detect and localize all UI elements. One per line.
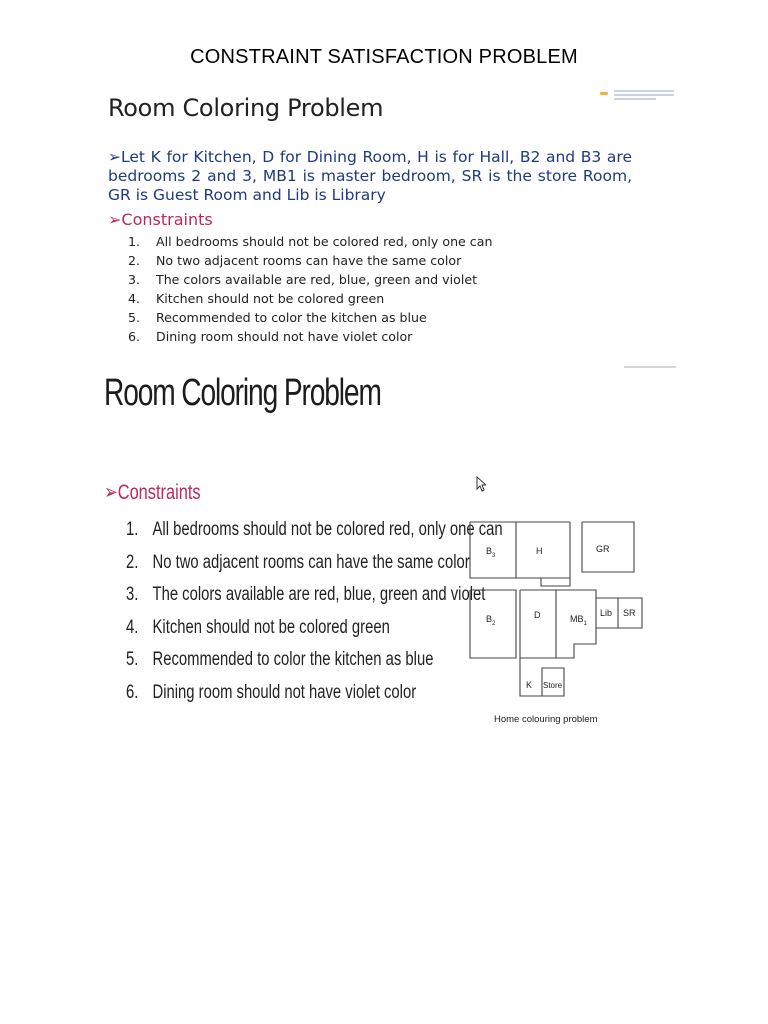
room-b3	[470, 522, 516, 578]
label-d: D	[534, 610, 541, 620]
slide-title: Room Coloring Problem	[104, 372, 381, 414]
intro-paragraph	[108, 148, 632, 205]
label-gr: GR	[596, 544, 610, 554]
list-item: 4. Kitchen should not be colored green	[126, 616, 390, 638]
room-h-wall	[541, 578, 570, 586]
slide-header-fineprint	[624, 366, 676, 368]
list-item: 6. Dining room should not have violet color	[126, 681, 417, 703]
label-sr: SR	[623, 608, 636, 618]
constraints-heading: ➢Constraints	[108, 210, 213, 229]
list-item: 4. Kitchen should not be colored green	[128, 291, 385, 306]
floor-plan-diagram	[466, 514, 656, 734]
constraints-heading: ➢Constraints	[104, 481, 201, 504]
arrow-bullet-icon: ➢	[108, 210, 122, 229]
diagram-caption: Home colouring problem	[494, 714, 598, 725]
slide-room-coloring-2	[100, 362, 690, 742]
intro-text: Let K for Kitchen, D for Dining Room, H is for Hall, B2 and B3 are bedrooms 2 and 3, MB1 is master bedroom, SR is the store Room, GR is Guest Room and Lib is Library	[108, 148, 632, 204]
list-item: 2. No two adjacent rooms can have the same color	[126, 551, 470, 573]
slide-header-fineprint	[614, 90, 674, 102]
list-item: 3. The colors available are red, blue, green and violet	[126, 584, 486, 605]
slide-title: Room Coloring Problem	[108, 94, 384, 122]
label-lib: Lib	[600, 608, 613, 618]
room-d	[520, 590, 556, 658]
page-title: CONSTRAINT SATISFACTION PROBLEM	[190, 46, 578, 68]
constraints-list	[128, 232, 492, 346]
label-h: H	[536, 546, 543, 556]
arrow-bullet-icon: ➢	[104, 481, 118, 504]
label-k: K	[526, 680, 533, 690]
list-item: 6. Dining room should not have violet color	[128, 329, 413, 344]
room-h-wall	[516, 522, 570, 578]
label-b2: $B_2$	[486, 614, 496, 627]
label-b3: $B_3$	[486, 546, 496, 559]
label-store: Store	[543, 681, 563, 690]
list-item: 5. Recommended to color the kitchen as blue	[126, 649, 434, 670]
room-mb1	[556, 590, 596, 658]
arrow-bullet-icon: ➢	[108, 148, 121, 166]
list-item: 2. No two adjacent rooms can have the same color	[128, 253, 462, 268]
label-mb1: $MB_1$	[570, 614, 587, 627]
slide-room-coloring-1	[100, 84, 680, 354]
room-k-store	[520, 658, 564, 696]
list-item: 3. The colors available are red, blue, green and violet	[128, 272, 478, 287]
mouse-cursor-icon	[476, 476, 486, 492]
list-item: 1. All bedrooms should not be colored red, only one can	[128, 234, 493, 249]
logo-icon	[600, 92, 608, 95]
list-item: 5. Recommended to color the kitchen as blue	[128, 310, 427, 325]
list-item: 1. All bedrooms should not be colored red, only one can	[126, 519, 503, 540]
